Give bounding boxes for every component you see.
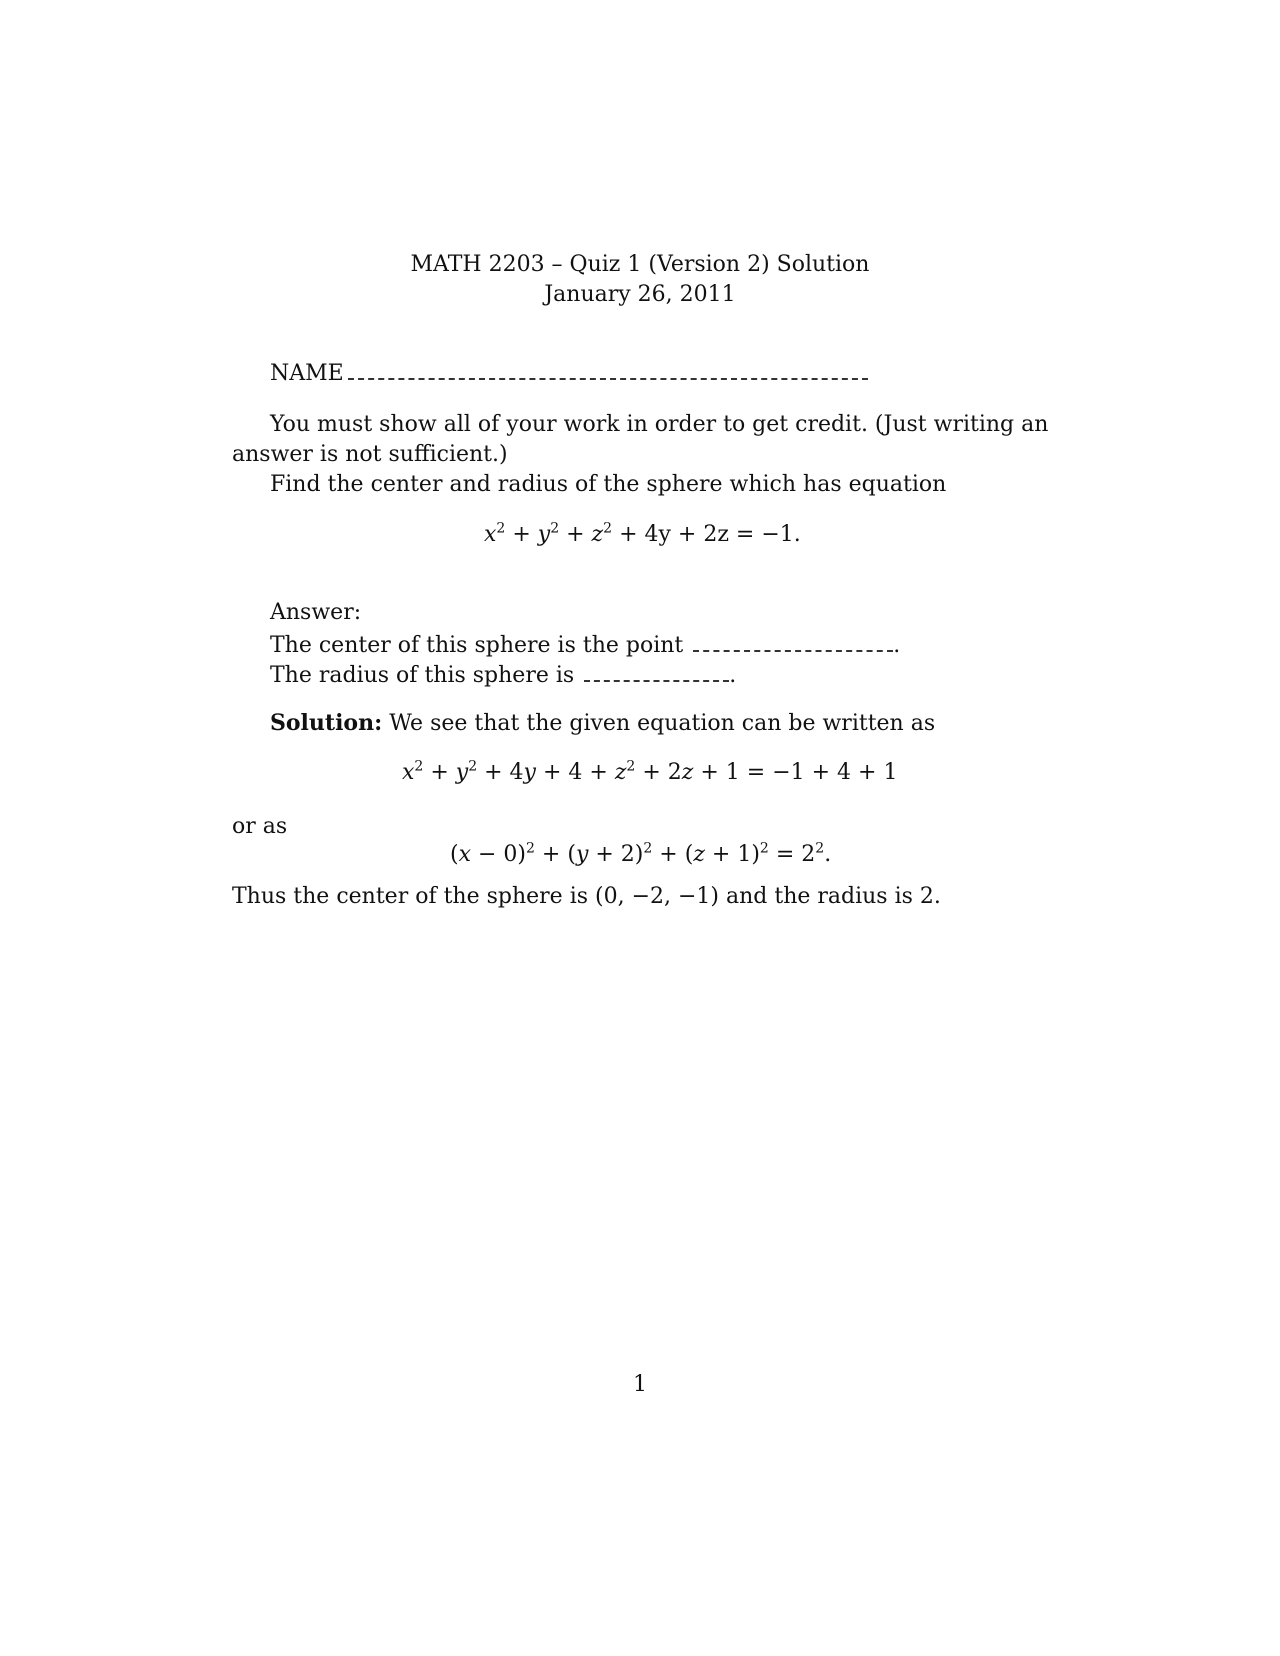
- center-answer-line: The center of this sphere is the point .: [270, 630, 900, 658]
- or-as-text: or as: [232, 814, 288, 839]
- completed-square-equation: $x^2 + y^2 + 4y + 4 + z^2 + 2z + 1 = -1 + 4 + 1$: [402, 758, 898, 785]
- page-number: 1: [633, 1372, 647, 1397]
- page-title: MATH 2203 – Quiz 1 (Version 2) Solution: [410, 252, 870, 277]
- standard-form-equation: $(x - 0)^2 + (y + 2)^2 + (z + 1)^2 = 2^2$.: [450, 840, 832, 867]
- instructions-line-2: answer is not sufficient.): [232, 442, 508, 467]
- sphere-equation-rest: + 4y + 2z = −1.: [619, 522, 801, 547]
- name-field: [270, 358, 868, 386]
- solution-label: Solution:: [270, 710, 383, 736]
- name-blank: [348, 358, 868, 380]
- problem-statement: Find the center and radius of the sphere which has equation: [270, 472, 947, 497]
- quiz-date: January 26, 2011: [544, 282, 736, 307]
- radius-answer-line: The radius of this sphere is .: [270, 660, 736, 688]
- solution-intro: [270, 710, 935, 736]
- instructions-line-1: You must show all of your work in order to get credit. (Just writing an: [270, 412, 1049, 437]
- sphere-equation: $x^2 + y^2 + z^2 + 4y + 2z = -1$.: [484, 520, 801, 547]
- answer-label: Answer:: [270, 600, 362, 625]
- solution-conclusion: Thus the center of the sphere is (0, −2, −1) and the radius is 2.: [232, 884, 941, 909]
- radius-answer-text: The radius of this sphere is: [270, 663, 575, 688]
- center-answer-text: The center of this sphere is the point: [270, 633, 684, 658]
- center-blank: [693, 630, 893, 652]
- radius-blank: [584, 660, 729, 682]
- solution-text: We see that the given equation can be written as: [389, 711, 936, 736]
- name-label: NAME: [270, 361, 344, 386]
